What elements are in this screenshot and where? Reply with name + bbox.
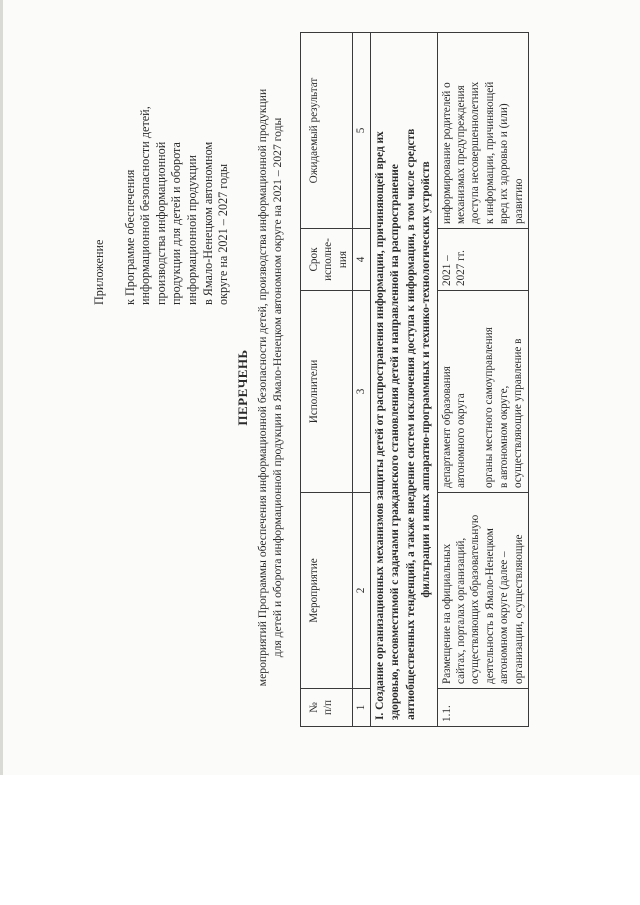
section-title-line: антиобщественных тенденций, а также внедрение систем исключения доступа к информации, в том числе средств xyxy=(404,128,417,720)
appendix-header xyxy=(92,45,232,305)
header-number xyxy=(301,689,353,727)
row-number: 1.1. xyxy=(437,689,528,727)
row-result-line: информирование родителей о xyxy=(440,82,453,224)
row-executors-line: осуществляющие управление в xyxy=(512,338,525,488)
column-number: 5 xyxy=(353,33,370,229)
row-executors-line: автономного округа xyxy=(455,393,468,488)
section-title-line: здоровью, несовместимой с задачами гражданского становления детей и направленной на распространение xyxy=(389,164,402,720)
header-term-line: исполне- xyxy=(322,238,335,281)
document-subtitle-line: для детей и оборота информационной продукции в Ямало-Ненецком автономном округе на 2021 – 2027 годы xyxy=(271,117,284,658)
row-result-line: механизмах предупреждения xyxy=(455,85,468,224)
appendix-line: к Программе обеспечения xyxy=(122,169,137,305)
column-number: 1 xyxy=(353,689,370,727)
header-result: Ожидаемый результат xyxy=(301,33,353,229)
appendix-line: в Ямало-Ненецком автономном xyxy=(200,141,215,305)
row-event-line: автономном округе (далее – xyxy=(498,551,511,684)
appendix-title: Приложение xyxy=(92,239,106,305)
header-number-line: п/п xyxy=(322,699,335,716)
row-event-line: сайтах, порталах организаций, xyxy=(455,537,468,684)
row-executors-gap xyxy=(468,295,482,488)
row-result-line: развитию xyxy=(512,178,525,224)
section-title-line: фильтрации и иных аппаратно-программных и технико-технологических устройств xyxy=(420,161,433,598)
measures-table xyxy=(300,32,529,727)
appendix-line: информационной безопасности детей, xyxy=(138,106,153,305)
column-number-row xyxy=(353,33,370,727)
table-header-row xyxy=(301,33,353,727)
header-term-line: ния xyxy=(336,250,349,269)
document-title: ПЕРЕЧЕНЬ xyxy=(235,349,250,426)
section-title xyxy=(370,33,437,727)
header-term-line: Срок xyxy=(308,247,320,272)
header-event: Мероприятие xyxy=(301,493,353,689)
document-heading xyxy=(235,10,285,765)
row-result-line: вред их здоровью и (или) xyxy=(498,103,511,224)
row-result-line: доступа несовершеннолетних xyxy=(469,81,482,224)
row-event-line: организации, осуществляющие xyxy=(512,534,525,684)
row-result xyxy=(437,33,528,229)
row-executors-line: в автономном округе, xyxy=(497,385,510,488)
header-executors: Исполнители xyxy=(301,291,353,493)
table-row xyxy=(437,33,528,727)
page-content xyxy=(10,10,630,765)
row-executors-line: органы местного самоуправления xyxy=(483,327,496,488)
appendix-line: информационной продукции xyxy=(184,155,199,305)
document-subtitle-line: мероприятий Программы обеспечения информационной безопасности детей, производства информационной продукции xyxy=(256,88,269,687)
appendix-line: производства информационной xyxy=(153,141,168,305)
row-term xyxy=(437,229,528,291)
appendix-line: округе на 2021 – 2027 годы xyxy=(216,163,231,305)
header-term xyxy=(301,229,353,291)
appendix-line: продукции для детей и оборота xyxy=(169,142,184,305)
row-executors-line: департамент образования xyxy=(440,366,453,488)
column-number: 3 xyxy=(353,291,370,493)
row-event-line: осуществляющих образовательную xyxy=(469,514,482,684)
header-number-line: № xyxy=(308,702,320,713)
row-executors xyxy=(437,291,528,493)
row-event xyxy=(437,493,528,689)
row-event-line: Размещение на официальных xyxy=(440,543,453,684)
section-row xyxy=(370,33,437,727)
column-number: 2 xyxy=(353,493,370,689)
row-event-line: деятельность в Ямало-Ненецком xyxy=(483,528,496,684)
section-title-line: I. Создание организационных механизмов защиты детей от распространения информации, причиняющей вред их xyxy=(373,131,386,720)
row-term-line: 2021 – xyxy=(440,255,453,286)
column-number: 4 xyxy=(353,229,370,291)
row-term-line: 2027 гг. xyxy=(455,250,468,286)
row-result-line: к информации, причиняющей xyxy=(483,81,496,224)
